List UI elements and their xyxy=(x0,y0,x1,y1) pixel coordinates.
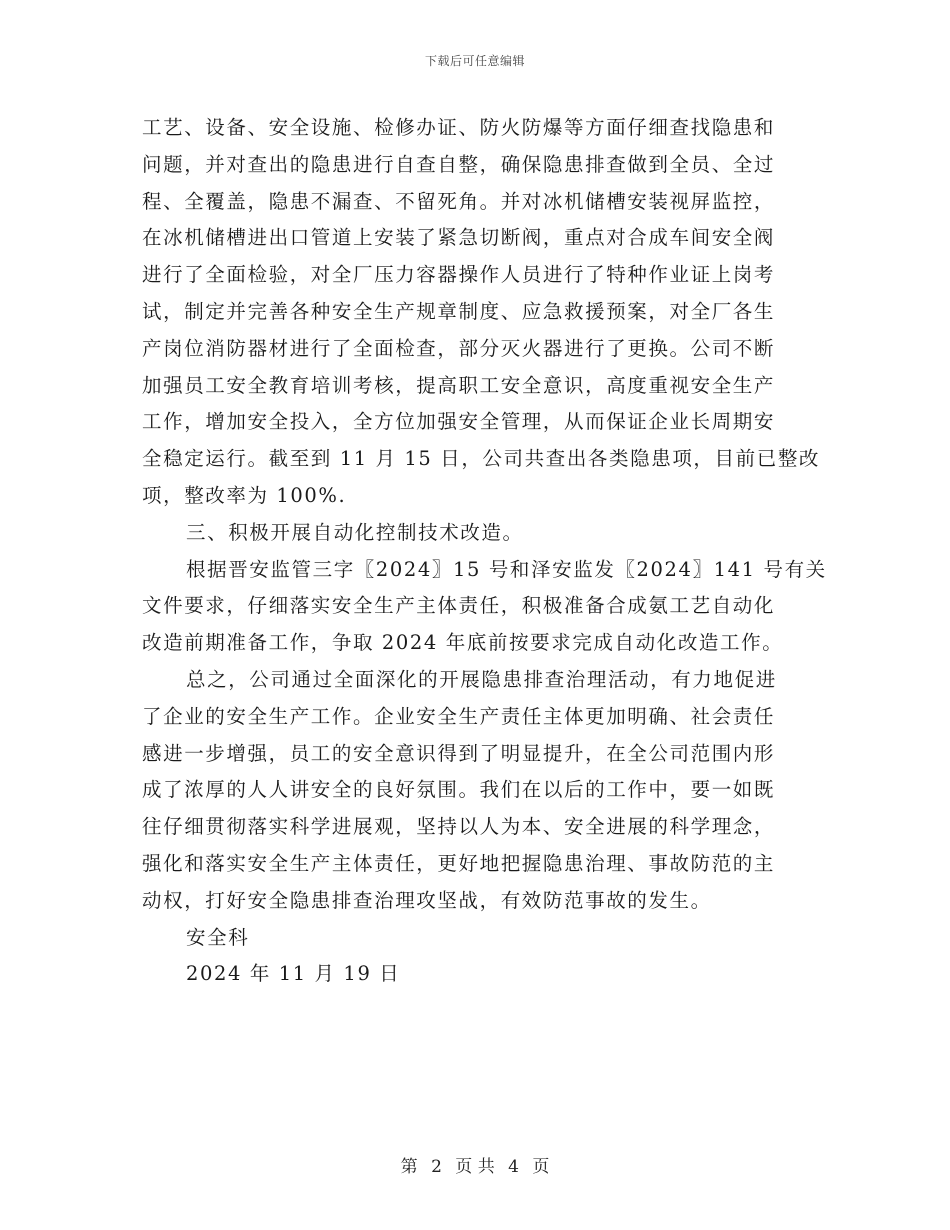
text-line: 项，整改率为 100%. xyxy=(142,483,347,507)
text-line: 问题，并对查出的隐患进行自查自整，确保隐患排查做到全员、全过 xyxy=(142,152,776,176)
text-line: 了企业的安全生产工作。企业安全生产责任主体更加明确、社会责任 xyxy=(142,704,776,728)
footer-prefix: 第 xyxy=(400,1157,418,1177)
section-heading-text: 三、积极开展自动化控制技术改造。 xyxy=(186,520,524,544)
text-line: 文件要求，仔细落实安全生产主体责任，积极准备合成氨工艺自动化 xyxy=(142,594,776,618)
page-footer xyxy=(0,1152,950,1177)
text-line: 往仔细贯彻落实科学进展观，坚持以人为本、安全进展的科学理念， xyxy=(142,815,776,839)
text-line: 强化和落实安全生产主体责任，更好地把握隐患治理、事故防范的主 xyxy=(142,851,776,875)
text-line: 动权，打好安全隐患排查治理攻坚战，有效防范事故的发生。 xyxy=(142,888,712,912)
signature-department xyxy=(142,920,810,957)
text-line: 成了浓厚的人人讲安全的良好氛围。我们在以后的工作中，要一如既 xyxy=(142,778,776,802)
paragraph-automation xyxy=(142,552,827,662)
total-page-count: 4 xyxy=(508,1157,519,1177)
text-line: 加强员工安全教育培训考核，提高职工安全意识，高度重视安全生产 xyxy=(142,373,776,397)
department-name: 安全科 xyxy=(186,925,250,949)
signature-date xyxy=(142,956,810,993)
text-line: 进行了全面检验，对全厂压力容器操作人员进行了特种作业证上岗考 xyxy=(142,263,776,287)
text-line: 全稳定运行。截至到 11 月 15 日，公司共查出各类隐患项，目前已整改 xyxy=(142,447,821,471)
text-line: 试，制定并完善各种安全生产规章制度、应急救援预案，对全厂各生 xyxy=(142,299,776,323)
text-line: 程、全覆盖，隐患不漏查、不留死角。并对冰机储槽安装视屏监控， xyxy=(142,189,776,213)
document-date: 2024 年 11 月 19 日 xyxy=(186,962,401,986)
paragraph-summary xyxy=(142,662,810,920)
paragraph-hazard-inspection xyxy=(142,110,821,515)
page-header: 下载后可任意编辑 xyxy=(424,54,525,68)
current-page-number: 2 xyxy=(431,1157,442,1177)
text-line: 在冰机储槽进出口管道上安装了紧急切断阀，重点对合成车间安全阀 xyxy=(142,226,776,250)
text-line: 总之，公司通过全面深化的开展隐患排查治理活动，有力地促进 xyxy=(186,667,777,691)
text-line: 改造前期准备工作，争取 2024 年底前按要求完成自动化改造工作。 xyxy=(142,631,784,655)
text-line: 根据晋安监管三字〖2024〗15 号和泽安监发〖2024〗141 号有关 xyxy=(186,557,827,581)
text-line: 工艺、设备、安全设施、检修办证、防火防爆等方面仔细查找隐患和 xyxy=(142,116,776,139)
document-body xyxy=(142,110,827,993)
section-heading xyxy=(142,515,810,552)
text-line: 感进一步增强，员工的安全意识得到了明显提升，在全公司范围内形 xyxy=(142,741,776,765)
text-line: 工作，增加安全投入，全方位加强安全管理，从而保证企业长周期安 xyxy=(142,410,776,434)
text-line: 产岗位消防器材进行了全面检查，部分灭火器进行了更换。公司不断 xyxy=(142,336,776,360)
footer-middle: 页 共 xyxy=(455,1157,495,1177)
footer-suffix: 页 xyxy=(532,1157,550,1177)
